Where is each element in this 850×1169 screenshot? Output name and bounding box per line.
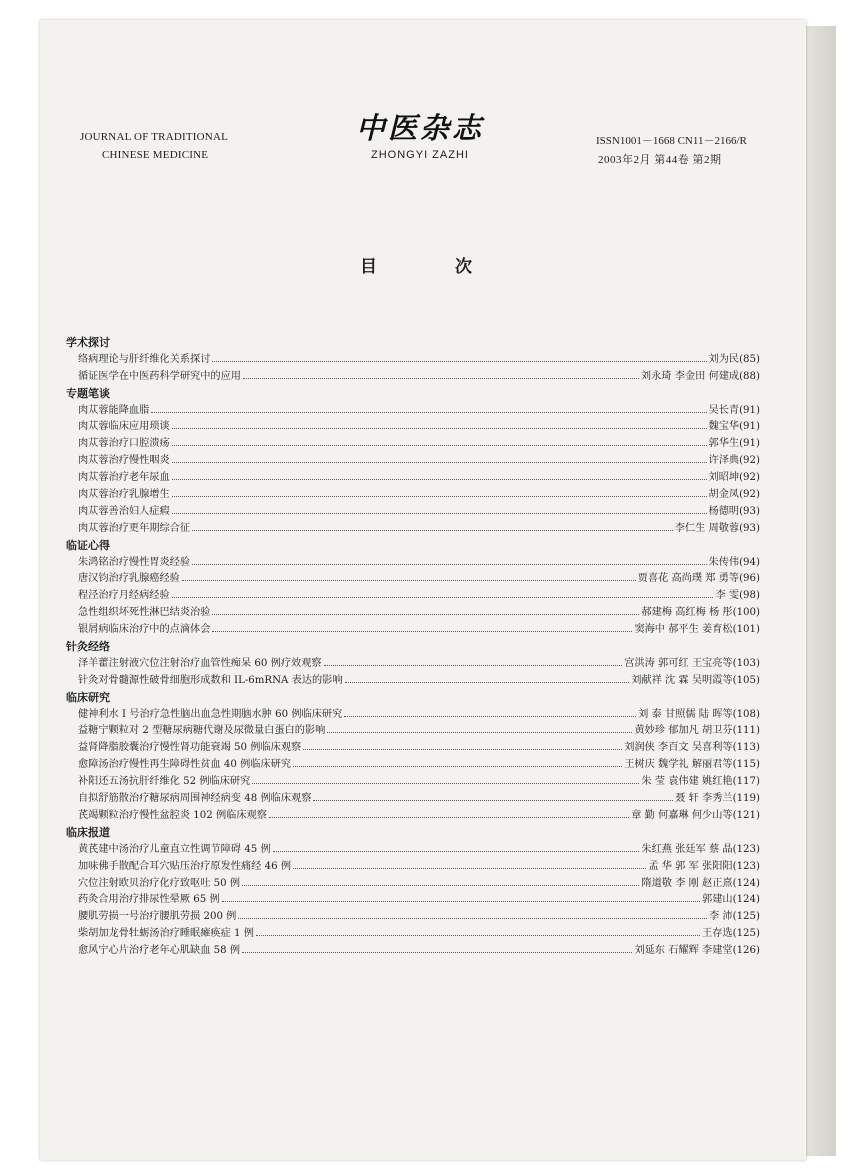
dot-leader — [327, 723, 632, 733]
entry-title: 柴胡加龙骨牡蛎汤治疗睡眠瘫痪症 1 例 — [78, 928, 254, 940]
entry-title: 络病理论与肝纤维化关系探讨 — [78, 353, 211, 365]
entry-authors-page: 黄妙珍 郁加凡 胡卫芬(111) — [634, 725, 760, 737]
toc-entry[interactable] — [66, 707, 760, 724]
dot-leader — [172, 419, 707, 429]
entry-authors-page: 刘延东 石耀辉 李建堂(126) — [634, 945, 760, 957]
toc-entry[interactable] — [66, 403, 760, 420]
toc-entry[interactable] — [66, 555, 760, 572]
section-heading: 学术探讨 — [66, 336, 110, 349]
entry-authors-page: 朱红燕 张廷军 蔡 晶(123) — [641, 843, 760, 855]
toc-entry[interactable] — [66, 487, 760, 504]
entry-title: 循证医学在中医药科学研究中的应用 — [78, 370, 241, 382]
entry-title: 愈障汤治疗慢性再生障碍性贫血 40 例临床研究 — [78, 759, 292, 771]
page-edge — [806, 26, 836, 1156]
entry-authors-page: 章 勤 何嘉琳 何少山等(121) — [631, 809, 760, 821]
dot-leader — [293, 757, 622, 767]
entry-title: 泽羊藿注射液穴位注射治疗血管性痴呆 60 例疗效观察 — [78, 657, 322, 669]
toc-entry[interactable] — [66, 723, 760, 740]
dot-leader — [256, 926, 700, 936]
dot-leader — [313, 791, 673, 801]
dot-leader — [242, 876, 639, 886]
entry-authors-page: 刘昭坤(92) — [708, 472, 760, 484]
entry-authors-page: 窦海中 郝平生 姜育松(101) — [634, 624, 760, 636]
entry-authors-page: 贾喜花 高尚璞 郑 勇等(96) — [637, 573, 760, 585]
toc-entry[interactable] — [66, 419, 760, 436]
section-heading: 针灸经络 — [66, 640, 110, 654]
entry-authors-page: 聂 轩 李秀兰(119) — [675, 793, 760, 805]
entry-authors-page: 许泽典(92) — [708, 455, 760, 467]
issue-line: 2003年2月 第44卷 第2期 — [598, 154, 722, 166]
toc-entry[interactable] — [66, 673, 760, 690]
toc-entry[interactable] — [66, 436, 760, 453]
toc-entry[interactable] — [66, 892, 760, 909]
entry-title: 健神利水 I 号治疗急性脑出血急性期脑水肿 60 例临床研究 — [78, 708, 343, 720]
toc-entry[interactable] — [66, 757, 760, 774]
toc-entry[interactable] — [66, 943, 760, 960]
dot-leader — [242, 943, 632, 953]
dot-leader — [243, 369, 639, 379]
entry-title: 程泾治疗月经病经验 — [78, 590, 170, 602]
entry-title: 补阳还五汤抗肝纤维化 52 例临床研究 — [78, 776, 251, 788]
dot-leader — [192, 555, 706, 565]
toc-entry[interactable] — [66, 369, 760, 386]
dot-leader — [345, 673, 630, 683]
toc-entry[interactable] — [66, 588, 760, 605]
toc-entry[interactable] — [66, 876, 760, 893]
entry-authors-page: 隋道敬 李 刚 赵正熹(124) — [641, 877, 760, 889]
entry-authors-page: 胡金凤(92) — [708, 489, 760, 501]
toc-entry[interactable] — [66, 740, 760, 757]
journal-english-line-2: CHINESE MEDICINE — [102, 149, 209, 161]
entry-authors-page: 杨德明(93) — [708, 505, 760, 517]
entry-title: 急性组织坏死性淋巴结炎治验 — [78, 607, 211, 619]
section-heading: 临床研究 — [66, 690, 110, 704]
toc-entry[interactable] — [66, 656, 760, 673]
entry-authors-page: 刘为民(85) — [708, 353, 760, 365]
entry-authors-page: 王树庆 魏学礼 解丽君等(115) — [624, 759, 760, 771]
dot-leader — [344, 707, 636, 717]
toc-entry[interactable] — [66, 926, 760, 943]
entry-title: 唐汉钧治疗乳腺癌经验 — [78, 573, 180, 585]
logo-pinyin: ZHONGYI ZAZHI — [371, 149, 469, 161]
toc-entry[interactable] — [66, 909, 760, 926]
toc-entry[interactable] — [66, 791, 760, 808]
logo-chinese-title: 中医杂志 — [355, 111, 484, 145]
dot-leader — [222, 892, 700, 902]
entry-authors-page: 朱传伟(94) — [708, 556, 760, 568]
toc-entry[interactable] — [66, 808, 760, 825]
dot-leader — [293, 859, 646, 869]
entry-authors-page: 朱 莹 袁伟建 姚红艳(117) — [641, 776, 760, 788]
dot-leader — [303, 740, 622, 750]
entry-authors-page: 郭建山(124) — [702, 894, 760, 906]
entry-title: 肉苁蓉治疗口腔溃疡 — [78, 438, 170, 450]
journal-logo — [355, 106, 485, 161]
toc-entry[interactable] — [66, 774, 760, 791]
entry-title: 肉苁蓉治疗更年期综合征 — [78, 522, 191, 534]
entry-authors-page: 郝建梅 高红梅 杨 彤(100) — [641, 607, 760, 619]
toc-entry[interactable] — [66, 859, 760, 876]
entry-title: 肉苁蓉能降血脂 — [78, 404, 150, 416]
entry-title: 益肾降脂胶囊治疗慢性肾功能衰竭 50 例临床观察 — [78, 742, 302, 754]
entry-authors-page: 李仁生 周敬蓉(93) — [674, 522, 760, 534]
entry-authors-page: 刘献祥 沈 霖 吴明霞等(105) — [631, 674, 760, 686]
entry-authors-page: 刘 泰 甘照儒 陆 晖等(108) — [638, 708, 760, 720]
dot-leader — [324, 656, 623, 666]
entry-title: 肉苁蓉治疗慢性咽炎 — [78, 455, 170, 467]
entry-title: 药灸合用治疗排尿性晕厥 65 例 — [78, 894, 220, 906]
dot-leader — [172, 470, 707, 480]
entry-title: 加味佛手散配合耳穴贴压治疗原发性痛经 46 例 — [78, 860, 292, 872]
toc-entry[interactable] — [66, 622, 760, 639]
entry-title: 肉苁蓉治疗老年尿血 — [78, 472, 170, 484]
toc-entry[interactable] — [66, 605, 760, 622]
toc-entry[interactable] — [66, 842, 760, 859]
dot-leader — [238, 909, 707, 919]
entry-authors-page: 刘永琦 李金田 何建成(88) — [640, 370, 760, 382]
entry-title: 愈风宁心片治疗老年心肌缺血 58 例 — [78, 945, 241, 957]
toc-entry[interactable] — [66, 521, 760, 538]
entry-authors-page: 魏宝华(91) — [708, 421, 760, 433]
entry-title: 腰肌劳损一号治疗腰肌劳损 200 例 — [78, 911, 237, 923]
dot-leader — [172, 504, 707, 514]
toc-entry[interactable] — [66, 453, 760, 470]
entry-authors-page: 刘润侠 李百文 吴喜利等(113) — [624, 742, 760, 754]
dot-leader — [172, 453, 707, 463]
dot-leader — [212, 605, 639, 615]
dot-leader — [172, 588, 714, 598]
journal-english-name — [80, 128, 228, 164]
section-heading: 临床报道 — [66, 825, 110, 839]
toc-entry[interactable] — [66, 470, 760, 487]
dot-leader — [252, 774, 639, 784]
entry-authors-page: 吴长青(91) — [708, 404, 760, 416]
table-of-contents — [66, 335, 760, 960]
section-heading: 临证心得 — [66, 538, 110, 552]
entry-authors-page: 宫洪涛 郭可红 王宝亮等(103) — [624, 657, 760, 669]
entry-title: 肉苁蓉临床应用琐谈 — [78, 421, 170, 433]
entry-title: 银屑病临床治疗中的点滴体会 — [78, 624, 211, 636]
toc-entry[interactable] — [66, 504, 760, 521]
dot-leader — [212, 352, 706, 362]
dot-leader — [269, 808, 629, 818]
dot-leader — [212, 622, 632, 632]
entry-authors-page: 李 沛(125) — [708, 911, 760, 923]
entry-title: 穴位注射欧贝治疗化疗致呕吐 50 例 — [78, 877, 241, 889]
toc-title: 目次 — [360, 257, 550, 277]
entry-title: 朱鸿铭治疗慢性胃炎经验 — [78, 556, 191, 568]
dot-leader — [151, 403, 706, 413]
dot-leader — [273, 842, 640, 852]
entry-authors-page: 孟 华 郭 军 张阳阳(123) — [648, 860, 760, 872]
dot-leader — [172, 487, 707, 497]
entry-title: 肉苁蓉治疗乳腺增生 — [78, 489, 170, 501]
issue-info — [596, 132, 747, 170]
entry-title: 肉苁蓉善治妇人症瘕 — [78, 505, 170, 517]
entry-authors-page: 郭华生(91) — [708, 438, 760, 450]
issn-line: ISSN1001－1668 CN11－2166/R — [596, 135, 747, 147]
toc-entry[interactable] — [66, 352, 760, 369]
dot-leader — [192, 521, 673, 531]
dot-leader — [172, 436, 707, 446]
dot-leader — [182, 571, 636, 581]
entry-authors-page: 李 雯(98) — [715, 590, 760, 602]
entry-title: 黄芪建中汤治疗儿童直立性调节障碍 45 例 — [78, 843, 271, 855]
entry-title: 针灸对骨髓源性破骨细胞形成数和 IL-6mRNA 表达的影响 — [78, 674, 343, 686]
entry-title: 益糖宁颗粒对 2 型糖尿病糖代谢及尿微量白蛋白的影响 — [78, 725, 326, 737]
journal-english-line-1: JOURNAL OF TRADITIONAL — [80, 131, 229, 143]
section-heading: 专题笔谈 — [66, 386, 110, 400]
entry-title: 芪竭颗粒治疗慢性盆腔炎 102 例临床观察 — [78, 809, 267, 821]
entry-title: 自拟舒筋散治疗糖尿病周围神经病变 48 例临床观察 — [78, 793, 312, 805]
toc-entry[interactable] — [66, 571, 760, 588]
entry-authors-page: 王存选(125) — [702, 928, 760, 940]
